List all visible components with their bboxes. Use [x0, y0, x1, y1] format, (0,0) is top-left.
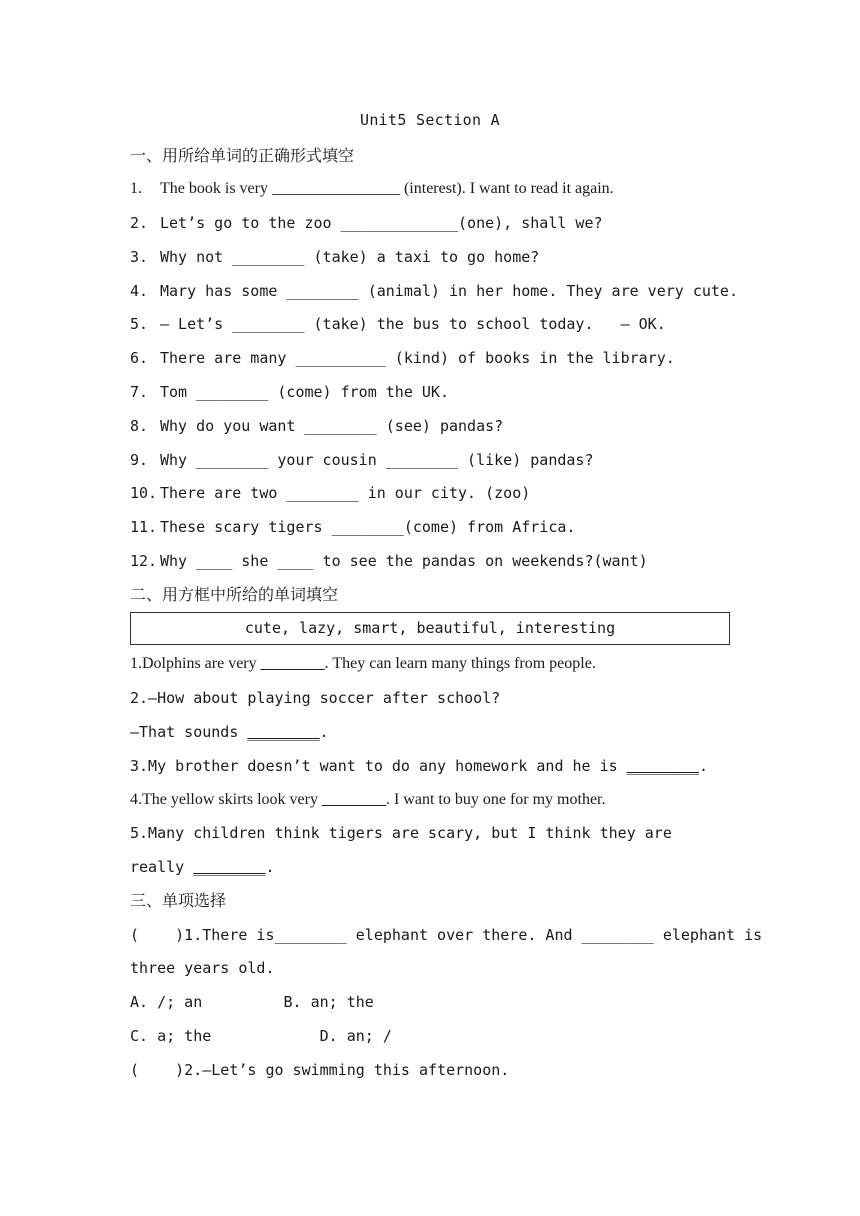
item-text: Why ________ your cousin ________ (like) pandas? [160, 451, 594, 469]
item-text: These scary tigers ________(come) from Africa. [160, 518, 576, 536]
item-number: 5. [130, 315, 149, 333]
exercise-item [130, 179, 614, 199]
item-number: 12. [130, 552, 158, 570]
item-number: 6. [130, 349, 149, 367]
choice-line: ( )2.—Let’s go swimming this afternoon. [130, 1061, 510, 1079]
item-text: Let’s go to the zoo _____________(one), shall we? [160, 214, 603, 232]
section1-heading: 一、用所给单词的正确形式填空 [130, 146, 355, 165]
answer-blank: ________ [247, 723, 320, 741]
item-number: 4. [130, 282, 149, 300]
choice-line: A. /; an B. an; the [130, 993, 374, 1011]
page-title: Unit5 Section A [360, 111, 500, 129]
answer-blank: ________ [321, 791, 386, 808]
exercise-item [130, 416, 503, 436]
choice-line: C. a; the D. an; / [130, 1027, 392, 1045]
item-text: Why ____ she ____ to see the pandas on weekends?(want) [160, 552, 648, 570]
line-text: really [130, 858, 194, 876]
item-text: — Let’s ________ (take) the bus to school today. — OK. [160, 315, 666, 333]
exercise-item [130, 281, 738, 301]
fill-line [130, 857, 275, 877]
exercise-item [130, 382, 449, 402]
item-number: 2. [130, 214, 149, 232]
exercise-item [130, 247, 539, 267]
item-number: 1. [130, 180, 142, 197]
answer-blank: ________ [626, 757, 699, 775]
line-text: . [265, 858, 275, 876]
fill-line [130, 688, 500, 708]
fill-line [130, 722, 329, 742]
section3-heading: 三、单项选择 [130, 891, 227, 910]
item-number: 8. [130, 417, 149, 435]
fill-line [130, 654, 596, 674]
answer-blank: ________ [193, 858, 266, 876]
item-text: Why not ________ (take) a taxi to go home? [160, 248, 540, 266]
item-text: There are many __________ (kind) of books in the library. [160, 349, 675, 367]
line-text: 1.Dolphins are very [130, 655, 261, 672]
fill-line [130, 756, 708, 776]
line-text: . [698, 757, 708, 775]
item-number: 11. [130, 518, 158, 536]
item-number: 7. [130, 383, 149, 401]
word-box: cute, lazy, smart, beautiful, interesting [130, 612, 730, 645]
item-number: 3. [130, 248, 149, 266]
line-text: . [319, 723, 329, 741]
exercise-item [130, 450, 593, 470]
choice-line: three years old. [130, 959, 275, 977]
fill-line [130, 823, 672, 843]
exercise-item [130, 314, 666, 334]
item-text: Mary has some ________ (animal) in her home. They are very cute. [160, 282, 738, 300]
fill-line [130, 790, 605, 810]
section2-heading: 二、用方框中所给的单词填空 [130, 585, 339, 604]
item-text: Why do you want ________ (see) pandas? [160, 417, 504, 435]
item-text: There are two ________ in our city. (zoo) [160, 484, 531, 502]
item-number: 10. [130, 484, 158, 502]
line-text: 3.My brother doesn’t want to do any homework and he is [130, 757, 627, 775]
exercise-item [130, 213, 603, 233]
answer-blank: ________ [260, 655, 325, 672]
line-text: —That sounds [130, 723, 248, 741]
item-text: The book is very ________________ (interest). I want to read it again. [160, 180, 614, 197]
line-text: 4.The yellow skirts look very [130, 791, 322, 808]
item-number: 9. [130, 451, 149, 469]
exercise-item [130, 483, 530, 503]
exercise-item [130, 348, 675, 368]
line-text: 2.—How about playing soccer after school? [130, 689, 501, 707]
exercise-item [130, 517, 575, 537]
choice-line: ( )1.There is________ elephant over there. And ________ elephant is [130, 926, 763, 944]
exercise-item [130, 551, 648, 571]
line-text: . They can learn many things from people. [324, 655, 596, 672]
line-text: 5.Many children think tigers are scary, but I think they are [130, 824, 672, 842]
line-text: . I want to buy one for my mother. [385, 791, 606, 808]
item-text: Tom ________ (come) from the UK. [160, 383, 449, 401]
